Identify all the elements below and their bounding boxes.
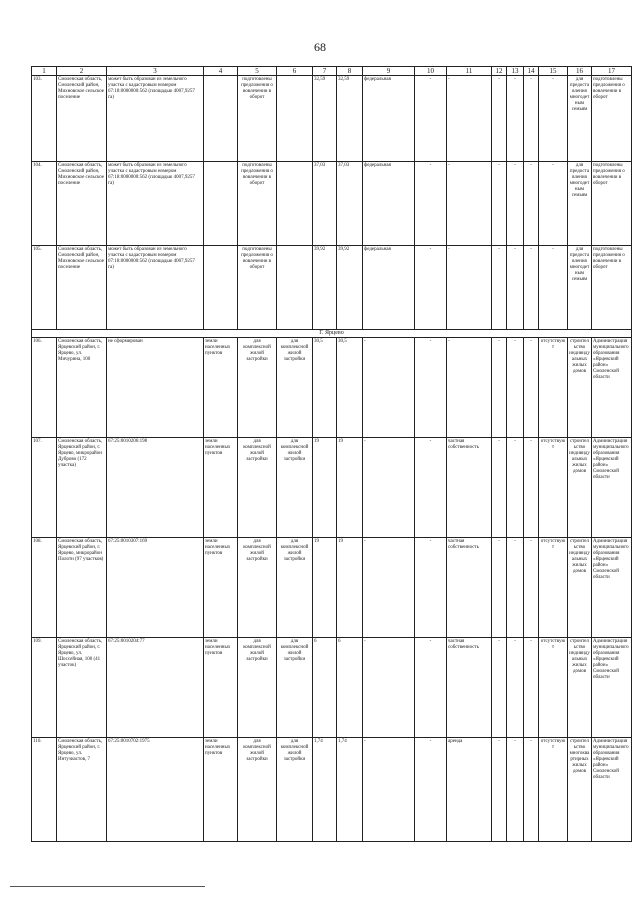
table-cell-use2: для комплексной жилой застройки (277, 338, 313, 438)
table-row (32, 338, 632, 438)
table-cell-status: подготовлены предложения о вовлечении в оборот (592, 162, 632, 246)
table-cell-cadastre: может быть образован из земельного участка с кадастровым номером 67:18:0000000:562 (площадью 4007,9257 га) (107, 162, 204, 246)
table-cell-use2 (277, 162, 313, 246)
table-cell-c13: - (507, 162, 524, 246)
column-header: 2 (57, 67, 107, 76)
table-cell-c14: - (524, 76, 539, 162)
table-cell-use: подготовлены предложения о вовлечении в оборот (238, 246, 277, 330)
table-cell-purpose: для предоставления многодетным семьям (568, 76, 592, 162)
table-cell-c10: - (415, 76, 447, 162)
table-row (32, 638, 632, 738)
table-cell-ownership: - (363, 338, 415, 438)
column-header: 17 (592, 67, 632, 76)
table-cell-ownership: - (363, 638, 415, 738)
table-cell-cadastre: может быть образован из земельного участка с кадастровым номером 67:18:0000000:562 (площадью 4007,9257 га) (107, 76, 204, 162)
table-cell-category (204, 76, 238, 162)
table-cell-c11: - (447, 76, 492, 162)
table-section-yartsevo (32, 330, 632, 338)
table-cell-status: Администрация муниципального образования «Ярцевский район» Смоленской области (592, 438, 632, 538)
table-cell-c12: - (492, 638, 507, 738)
table-cell-c11: частная собственность (447, 438, 492, 538)
table-cell-status: подготовлены предложения о вовлечении в оборот (592, 76, 632, 162)
table-cell-use: для комплексной жилой застройки (238, 738, 277, 842)
column-header: 13 (507, 67, 524, 76)
table-cell-purpose: строительство многоквартирных жилых домов (568, 738, 592, 842)
column-header: 15 (539, 67, 568, 76)
table-row (32, 246, 632, 330)
table-cell-area_total: 6 (313, 638, 337, 738)
table-cell-ownership: - (363, 738, 415, 842)
table-cell-category (204, 246, 238, 330)
table-cell-status: подготовлены предложения о вовлечении в оборот (592, 246, 632, 330)
table-cell-area_total: 19 (313, 538, 337, 638)
table-cell-num: 103. (32, 76, 57, 162)
table-cell-use2: для комплексной жилой застройки (277, 738, 313, 842)
table-cell-c13: - (507, 738, 524, 842)
table-cell-c15: отсутствуют (539, 438, 568, 538)
table-cell-cadastre: не сформирован (107, 338, 204, 438)
table-row (32, 76, 632, 162)
table-cell-num: 109. (32, 638, 57, 738)
table-cell-use: подготовлены предложения о вовлечении в оборот (238, 76, 277, 162)
table-cell-c13: - (507, 76, 524, 162)
table-cell-c11: - (447, 162, 492, 246)
table-cell-c11: аренда (447, 738, 492, 842)
table-cell-use: для комплексной жилой застройки (238, 538, 277, 638)
table-cell-c10: - (415, 246, 447, 330)
column-header: 6 (277, 67, 313, 76)
section-title: Г. Ярцево (32, 330, 632, 338)
table-cell-location: Смоленская область, Ярцевский район, г. Ярцево, ул. Мичурина, 100 (57, 338, 107, 438)
table-cell-c12: - (492, 538, 507, 638)
table-cell-num: 106. (32, 338, 57, 438)
table-cell-area_free: 19 (337, 438, 363, 538)
table-row (32, 162, 632, 246)
table-cell-category: земли населенных пунктов (204, 438, 238, 538)
table-cell-c10: - (415, 738, 447, 842)
column-header: 10 (415, 67, 447, 76)
table-cell-category: земли населенных пунктов (204, 538, 238, 638)
table-cell-use: для комплексной жилой застройки (238, 438, 277, 538)
table-cell-c13: - (507, 538, 524, 638)
table-cell-location: Смоленская область, Ярцевский район, г. Ярцево, ул. Шоссейная, 100 (41 участок) (57, 638, 107, 738)
table-cell-ownership: федеральная (363, 162, 415, 246)
table-cell-c14: - (524, 338, 539, 438)
column-header: 4 (204, 67, 238, 76)
column-header: 5 (238, 67, 277, 76)
table-cell-ownership: федеральная (363, 76, 415, 162)
column-header: 11 (447, 67, 492, 76)
table-cell-c14: - (524, 246, 539, 330)
table-cell-c10: - (415, 162, 447, 246)
table-cell-cadastre: 67:25:0010204:77 (107, 638, 204, 738)
column-header: 16 (568, 67, 592, 76)
table-cell-location: Смоленская область, Смоленский район, Михновское сельское поселение (57, 162, 107, 246)
table-cell-c12: - (492, 162, 507, 246)
table-cell-use: подготовлены предложения о вовлечении в оборот (238, 162, 277, 246)
table-body-yartsevo (32, 338, 632, 842)
table-cell-c15: - (539, 162, 568, 246)
table-cell-ownership: - (363, 438, 415, 538)
table-cell-area_total: 39,92 (313, 246, 337, 330)
table-row (32, 738, 632, 842)
table-cell-cadastre: 67:25:0010307:169 (107, 538, 204, 638)
table-cell-purpose: строительство индивидуальных жилых домов (568, 338, 592, 438)
table-cell-c13: - (507, 638, 524, 738)
table-cell-category: земли населенных пунктов (204, 338, 238, 438)
table-cell-use2: для комплексной жилой застройки (277, 538, 313, 638)
table-cell-ownership: федеральная (363, 246, 415, 330)
table-cell-purpose: для предоставления многодетным семьям (568, 162, 592, 246)
table-cell-cadastre: 67:25:0010206:198 (107, 438, 204, 538)
table-body-smolensk (32, 76, 632, 330)
table-cell-c15: отсутствуют (539, 738, 568, 842)
table-cell-use2: для комплексной жилой застройки (277, 438, 313, 538)
table-cell-num: 110. (32, 738, 57, 842)
column-header: 3 (107, 67, 204, 76)
table-cell-c15: - (539, 246, 568, 330)
table-cell-area_free: 37,03 (337, 162, 363, 246)
table-cell-c14: - (524, 738, 539, 842)
table-cell-c11: - (447, 338, 492, 438)
table-cell-location: Смоленская область, Ярцевский район, г. Ярцево, микрорайон Полоти (97 участков) (57, 538, 107, 638)
table-cell-c12: - (492, 76, 507, 162)
table-cell-ownership: - (363, 538, 415, 638)
table-cell-c13: - (507, 246, 524, 330)
table-cell-status: Администрация муниципального образования «Ярцевский район» Смоленской области (592, 738, 632, 842)
table-cell-c14: - (524, 438, 539, 538)
table-cell-c12: - (492, 338, 507, 438)
table-row (32, 538, 632, 638)
table-cell-c15: отсутствуют (539, 538, 568, 638)
table-cell-num: 108. (32, 538, 57, 638)
table-cell-status: Администрация муниципального образования «Ярцевский район» Смоленской области (592, 338, 632, 438)
table-cell-purpose: для предоставления многодетным семьям (568, 246, 592, 330)
table-cell-c15: отсутствуют (539, 338, 568, 438)
table-cell-c12: - (492, 246, 507, 330)
table-cell-area_total: 37,03 (313, 162, 337, 246)
table-row (32, 438, 632, 538)
table-cell-area_total: 19 (313, 438, 337, 538)
table-cell-num: 105. (32, 246, 57, 330)
column-header: 9 (363, 67, 415, 76)
table-cell-status: Администрация муниципального образования «Ярцевский район» Смоленской области (592, 638, 632, 738)
column-header: 1 (32, 67, 57, 76)
footer-rule (10, 886, 205, 887)
table-cell-area_total: 1,74 (313, 738, 337, 842)
table-cell-c10: - (415, 638, 447, 738)
table-cell-use: для комплексной жилой застройки (238, 638, 277, 738)
table-cell-c10: - (415, 438, 447, 538)
table-cell-c10: - (415, 338, 447, 438)
table-cell-category (204, 162, 238, 246)
table-cell-location: Смоленская область, Смоленский район, Михновское сельское поселение (57, 246, 107, 330)
column-header: 12 (492, 67, 507, 76)
table-cell-c14: - (524, 638, 539, 738)
table-cell-area_total: 32,59 (313, 76, 337, 162)
table-cell-area_free: 39,92 (337, 246, 363, 330)
table-cell-area_total: 30,5 (313, 338, 337, 438)
table-cell-location: Смоленская область, Смоленский район, Михновское сельское поселение (57, 76, 107, 162)
table-cell-location: Смоленская область, Ярцевский район, г. Ярцево, микрорайон Дуброво (172 участка) (57, 438, 107, 538)
table-cell-c13: - (507, 338, 524, 438)
table-cell-c12: - (492, 738, 507, 842)
table-cell-use: для комплексной жилой застройки (238, 338, 277, 438)
column-header-row (32, 67, 632, 76)
table-cell-purpose: строительство индивидуальных жилых домов (568, 538, 592, 638)
column-header: 7 (313, 67, 337, 76)
table-cell-category: земли населенных пунктов (204, 738, 238, 842)
table-cell-c14: - (524, 162, 539, 246)
table-cell-num: 104. (32, 162, 57, 246)
table-cell-c15: - (539, 76, 568, 162)
table-cell-use2 (277, 246, 313, 330)
table-cell-area_free: 32,59 (337, 76, 363, 162)
table-cell-purpose: строительство индивидуальных жилых домов (568, 438, 592, 538)
table-cell-c15: отсутствуют (539, 638, 568, 738)
column-header: 14 (524, 67, 539, 76)
land-register-table (31, 66, 632, 842)
table-cell-cadastre: 67:25:0010702:1975 (107, 738, 204, 842)
table-cell-area_free: 1,74 (337, 738, 363, 842)
table-cell-c11: - (447, 246, 492, 330)
page-number: 68 (314, 40, 326, 54)
table-cell-category: земли населенных пунктов (204, 638, 238, 738)
table-cell-c12: - (492, 438, 507, 538)
table-cell-c13: - (507, 438, 524, 538)
table-cell-c11: частная собственность (447, 638, 492, 738)
table-cell-use2 (277, 76, 313, 162)
table-cell-c14: - (524, 538, 539, 638)
table-cell-use2: для комплексной жилой застройки (277, 638, 313, 738)
section-row (32, 330, 632, 338)
table-cell-purpose: строительство индивидуальных жилых домов (568, 638, 592, 738)
column-header: 8 (337, 67, 363, 76)
table-cell-c10: - (415, 538, 447, 638)
table-cell-status: Администрация муниципального образования «Ярцевский район» Смоленской области (592, 538, 632, 638)
table-cell-area_free: 19 (337, 538, 363, 638)
table-cell-c11: частная собственность (447, 538, 492, 638)
table-cell-area_free: 30,5 (337, 338, 363, 438)
table-cell-location: Смоленская область, Ярцевский район, г. Ярцево, ул. Интузиастов, 7 (57, 738, 107, 842)
table-cell-area_free: 6 (337, 638, 363, 738)
table-cell-num: 107. (32, 438, 57, 538)
table-cell-cadastre: может быть образован из земельного участка с кадастровым номером 67:18:0000000:562 (площадью 4007,9257 га) (107, 246, 204, 330)
